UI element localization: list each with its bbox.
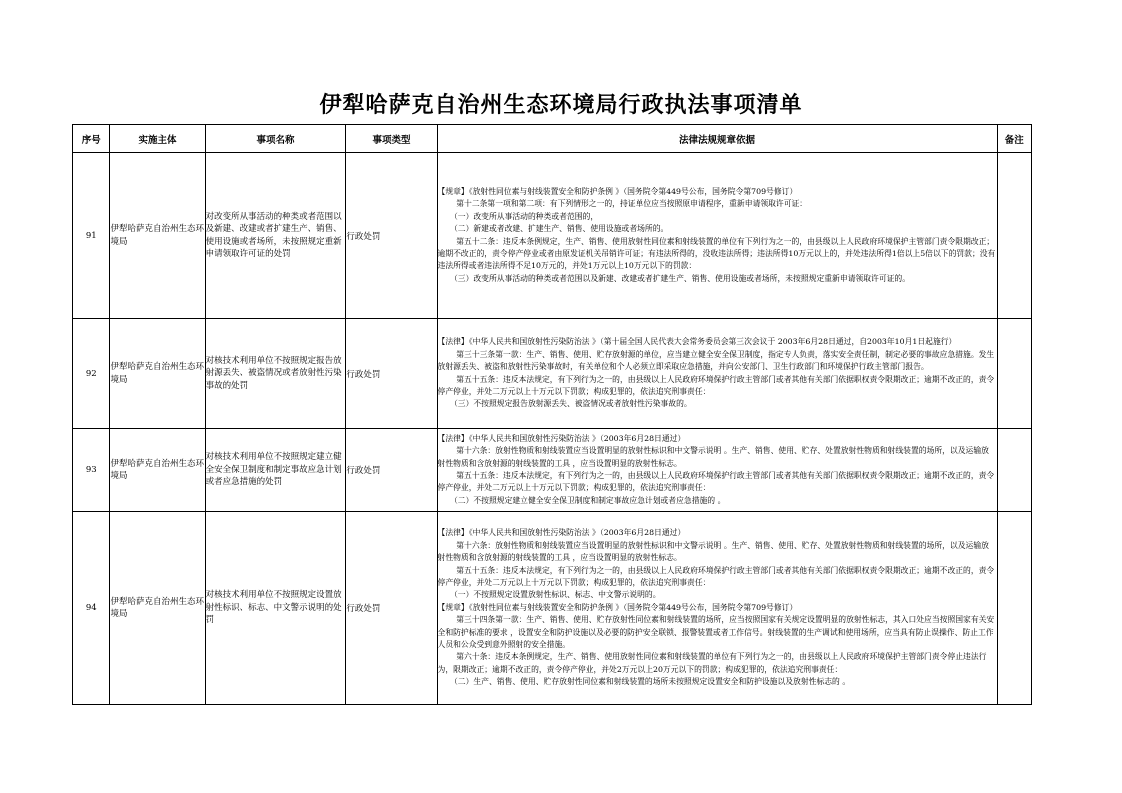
row-remark [997, 319, 1031, 429]
law-line: （二）生产、销售、使用、贮存放射性同位素和射线装置的场所未按照规定设置安全和防护设施以及放射性标志的 。 [450, 677, 851, 687]
law-line: 第三十三条第一款：生产、销售、使用、贮存放射源的单位，应当建立健全安全保卫制度，指定专人负责，落实安全责任制，制定必要的事故应急措施。发生放射源丢失、被盗和放射性污染事故时，有关单位和个人必须立即采取应急措施，并向公安部门、卫生行政部门和环境保护行政主管部门报告。 [437, 349, 995, 372]
header-item-type: 事项类型 [346, 125, 437, 153]
header-item-name: 事项名称 [205, 125, 346, 153]
row-legal-basis [437, 512, 997, 705]
header-seq: 序号 [73, 125, 110, 153]
law-line: 第十二条第一项和第二项：有下列情形之一的，持证单位应当按照原申请程序，重新申请领取许可证： [456, 199, 808, 209]
row-remark [997, 153, 1031, 319]
law-line: 【法律】《中华人民共和国放射性污染防治法 》（2003年6月28日通过） [437, 433, 686, 443]
page-title: 伊犁哈萨克自治州生态环境局行政执法事项清单 [319, 92, 803, 118]
law-line: 【法律】《中华人民共和国放射性污染防治法 》（第十届全国人民代表大会常务委员会第三次会议于 2003年6月28日通过，自2003年10月1日起施行） [437, 337, 957, 347]
row-legal-basis [437, 429, 997, 512]
row-item-name: 对核技术利用单位不按照规定设置放射性标识、标志、中文警示说明的处罚 [205, 512, 346, 705]
enforcement-items-table [72, 124, 1032, 705]
law-line: （一）改变所从事活动的种类或者范围的， [450, 211, 599, 221]
law-line: 第五十五条：违反本法规定，有下列行为之一的，由县级以上人民政府环境保护行政主管部门或者其他有关部门依据职权责令限期改正；逾期不改正的，责令停产停业，并处二万元以上十万元以下罚款；构成犯罪的，依法追究刑事责任： [437, 565, 995, 587]
law-line: 第五十五条：违反本法规定，有下列行为之一的，由县级以上人民政府环境保护行政主管部门或者其他有关部门依据职权责令限期改正；逾期不改正的，责令停产停业，并处二万元以上十万元以下罚款；构成犯罪的，依法追究刑事责任： [437, 374, 995, 396]
row-subject: 伊犁哈萨克自治州生态环境局 [110, 153, 205, 319]
row-remark [997, 512, 1031, 705]
row-legal-basis [437, 319, 997, 429]
table-row [73, 153, 1032, 319]
law-line: （三）改变所从事活动的种类或者范围以及新建、改建或者扩建生产、销售、使用设施或者场所，未按照规定重新申请领取许可证的。 [450, 273, 911, 283]
law-line: 第六十条：违反本条例规定，生产、销售、使用放射性同位素和射线装置的单位有下列行为之一的，由县级以上人民政府环境保护主管部门责令停止违法行为，限期改正；逾期不改正的，责令停产停业，并处2万元以上20万元以下的罚款；构成犯罪的，依法追究刑事责任： [437, 652, 987, 674]
row-item-name: 对改变所从事活动的种类或者范围以及新建、改建或者扩建生产、销售、使用设施或者场所，未按照规定重新申请领取许可证的处罚 [205, 153, 346, 319]
row-legal-basis [437, 153, 997, 319]
law-line: 【规章】《放射性同位素与射线装置安全和防护条例 》（国务院令第449号公布，国务院令第709号修订） [437, 602, 798, 612]
row-seq: 94 [73, 512, 110, 705]
table-header-row [73, 125, 1032, 153]
row-subject: 伊犁哈萨克自治州生态环境局 [110, 319, 205, 429]
row-seq: 93 [73, 429, 110, 512]
header-remark: 备注 [997, 125, 1031, 153]
row-item-type: 行政处罚 [346, 319, 437, 429]
law-line: （二）新建或者改建、扩建生产、销售、使用设施或者场所的。 [450, 224, 669, 234]
table-row [73, 512, 1032, 705]
law-line: （一）不按照规定设置放射性标识、标志、中文警示说明的。 [450, 590, 661, 600]
row-item-type: 行政处罚 [346, 512, 437, 705]
header-legal-basis: 法律法规规章依据 [437, 125, 997, 153]
law-line: （三）不按照规定报告放射源丢失、被盗情况或者放射性污染事故的。 [450, 399, 692, 409]
law-line: 第三十四条第一款：生产、销售、使用、贮存放射性同位素和射线装置的场所，应当按照国家有关规定设置明显的放射性标志，其入口处应当按照国家有关安全和防护标准的要求 ，设置安全和防护设施以及必要的防护安全联锁、报警装置或者工作信号。射线装置的生产调试和使用场所，应当具有防止误操作、防止工作人员和公众受到意外照射的安全措施。 [437, 615, 995, 650]
law-line: 第五十二条：违反本条例规定，生产、销售、使用放射性同位素和射线装置的单位有下列行为之一的，由县级以上人民政府环境保护主管部门责令限期改正；逾期不改正的，责令停产停业或者由原发证机关吊销许可证；有违法所得的，没收违法所得；违法所得10万元以上的，并处违法所得1倍以上5倍以下的罚款；没有违法所得或者违法所得不足10万元的，并处1万元以上10万元以下的罚款： [437, 236, 996, 271]
row-seq: 92 [73, 319, 110, 429]
law-line: 第五十五条：违反本法规定，有下列行为之一的，由县级以上人民政府环境保护行政主管部门或者其他有关部门依据职权责令限期改正；逾期不改正的，责令停产停业，并处二万元以上十万元以下罚款；构成犯罪的，依法追究刑事责任： [437, 471, 995, 493]
law-line: （二）不按照规定建立健全安全保卫制度和制定事故应急计划或者应急措施的 。 [450, 495, 726, 505]
row-subject: 伊犁哈萨克自治州生态环境局 [110, 512, 205, 705]
row-item-name: 对核技术利用单位不按照规定报告放射源丢失、被盗情况或者放射性污染事故的处罚 [205, 319, 346, 429]
law-line: 【规章】《放射性同位素与射线装置安全和防护条例 》（国务院令第449号公布，国务院令第709号修订） [437, 186, 798, 196]
row-item-type: 行政处罚 [346, 429, 437, 512]
row-item-type: 行政处罚 [346, 153, 437, 319]
table-row [73, 429, 1032, 512]
row-seq: 91 [73, 153, 110, 319]
law-line: 第十六条：放射性物质和射线装置应当设置明显的放射性标识和中文警示说明 。生产、销售、使用、贮存、处置放射性物质和射线装置的场所，以及运输放射性物质和含放射源的射线装置的工具 ，应当设置明显的放射性标志。 [437, 540, 989, 563]
row-remark [997, 429, 1031, 512]
law-line: 【法律】《中华人民共和国放射性污染防治法 》（2003年6月28日通过） [437, 528, 686, 538]
header-subject: 实施主体 [110, 125, 205, 153]
row-subject: 伊犁哈萨克自治州生态环境局 [110, 429, 205, 512]
row-item-name: 对核技术利用单位不按照规定建立健全安全保卫制度和制定事故应急计划或者应急措施的处罚 [205, 429, 346, 512]
law-line: 第十六条：放射性物质和射线装置应当设置明显的放射性标识和中文警示说明 。生产、销售、使用、贮存、处置放射性物质和射线装置的场所，以及运输放射性物质和含放射源的射线装置的工具 ，应当设置明显的放射性标志。 [437, 446, 989, 468]
table-row [73, 319, 1032, 429]
